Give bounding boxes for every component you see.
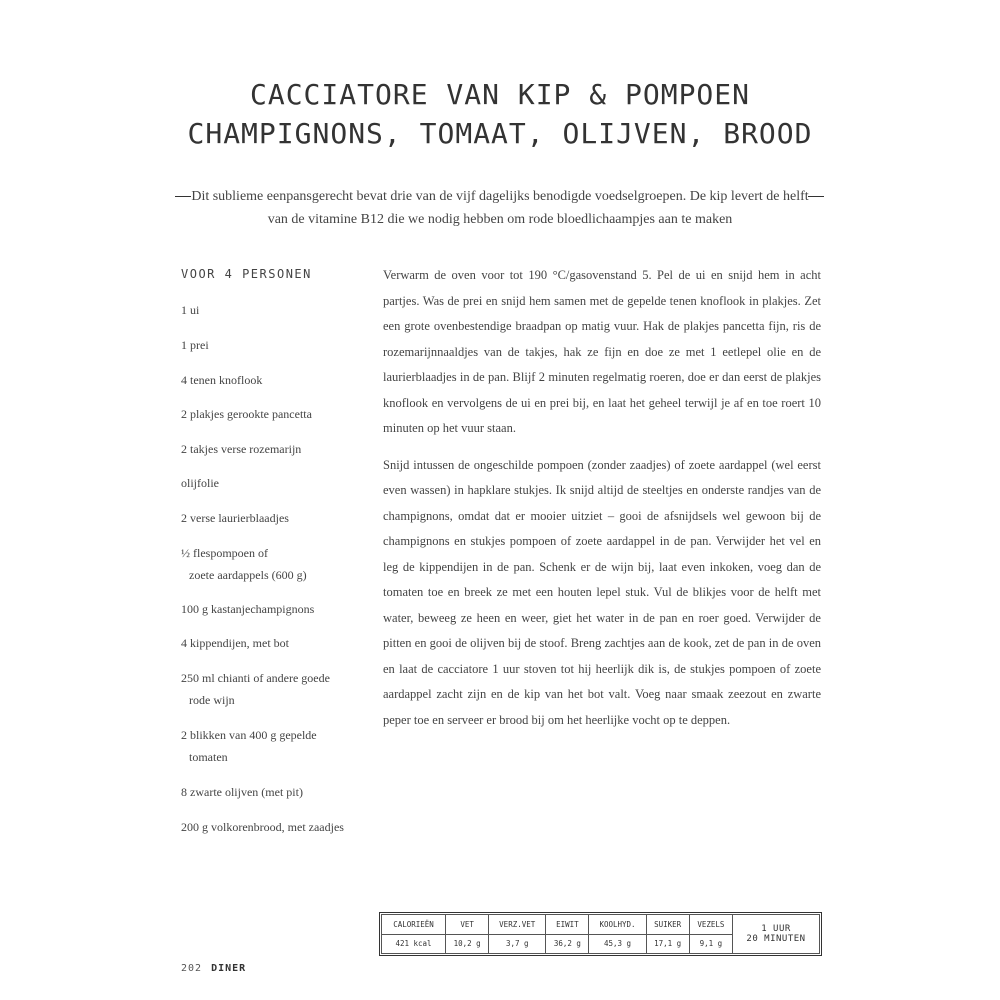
nutrition-value: 45,3 g (589, 934, 646, 954)
nutrition-value: 10,2 g (446, 934, 489, 954)
ingredient-item: 1 ui (181, 303, 200, 317)
ingredient-item: olijfolie (181, 476, 219, 490)
ingredient-item: 2 blikken van 400 g gepelde tomaten (181, 728, 317, 764)
nutrition-value: 421 kcal (382, 934, 446, 954)
cooking-time (733, 915, 820, 954)
ingredient-item: 100 g kastanjechampignons (181, 602, 315, 616)
cooking-time-minutes: 20 MINUTEN (746, 934, 806, 944)
intro-left-dash (175, 196, 191, 197)
ingredient-item: 1 prei (181, 338, 209, 352)
ingredients-heading: VOOR 4 PERSONEN (181, 267, 312, 281)
intro-right-dash (808, 196, 824, 197)
ingredient-item: 4 kippendijen, met bot (181, 636, 289, 650)
nutrition-header: KOOLHYD. (589, 915, 646, 935)
method-paragraph-2: Snijd intussen de ongeschilde pompoen (zonder zaadjes) of zoete aardappel (wel eerst even wassen) in hapklare stukjes. Ik snijd altijd de steeltjes en onderste randjes van de champignons, omdat dat er mooier uitziet – gooi de afsnijdsels wel gewoon bij de champignons en stukjes pompoen of zoete aardappel in de pan. Verwijder het vel en leg de kippendijen in de pan. Schenk er de wijn bij, laat even inkoken, voeg dan de tomaten toe en breek ze met een houten lepel stuk. Vul de blikjes voor de helft met water, beweeg ze heen en weer, giet het water in de pan en roer goed. Verwijder de pitten en gooi de olijven bij de stoof. Breng zachtjes aan de kook, zet de pan in de oven en laat de cacciatore 1 uur stoven tot hij heerlijk dik is, de stukjes pompoen of zoete aardappel zacht zijn en de kip van het bot valt. Voeg naar smaak zeezout en zwarte peper toe en serveer er brood bij om het heerlijke vocht op te deppen. (383, 457, 821, 727)
method-text (383, 263, 821, 744)
ingredient-item: 2 verse laurierblaadjes (181, 511, 289, 525)
nutrition-table (381, 914, 820, 954)
page-footer (181, 963, 246, 974)
nutrition-value: 36,2 g (546, 934, 589, 954)
nutrition-header: SUIKER (646, 915, 689, 935)
ingredient-item: 4 tenen knoflook (181, 373, 263, 387)
nutrition-header: EIWIT (546, 915, 589, 935)
section-name: DINER (211, 963, 247, 974)
method-paragraph-1: Verwarm de oven voor tot 190 °C/gasovenstand 5. Pel de ui en snijd hem in acht partjes. Was de prei en snijd hem samen met de gepelde tenen knoflook in plakjes. Zet een grote ovenbestendige braadpan op matig vuur. Hak de plakjes pancetta fijn, ris de rozemarijnnaaldjes van de takjes, hak ze fijn en doe ze met 1 eetlepel olie en de laurierblaadjes in de pan. Blijf 2 minuten regelmatig roeren, doe er dan eerst de plakjes knoflook en vervolgens de ui en prei bij, en laat het geheel terwijl je af en toe roert 10 minuten op het vuur staan. (383, 268, 821, 435)
ingredient-item: 250 ml chianti of andere goede rode wijn (181, 671, 330, 707)
nutrition-header: VERZ.VET (489, 915, 546, 935)
nutrition-header: VEZELS (689, 915, 732, 935)
nutrition-header: VET (446, 915, 489, 935)
nutrition-header: CALORIEËN (382, 915, 446, 935)
recipe-title-line1: CACCIATORE VAN KIP & POMPOEN (249, 78, 750, 111)
page-number: 202 (181, 963, 203, 974)
nutrition-value: 9,1 g (689, 934, 732, 954)
nutrition-value: 3,7 g (489, 934, 546, 954)
intro-text: Dit sublieme eenpansgerecht bevat drie van de vijf dagelijks benodigde voedselgroepen. De kip levert de helft van de vitamine B12 die we nodig hebben om rode bloedlichaampjes aan te maken (191, 189, 809, 227)
ingredient-item: 8 zwarte olijven (met pit) (181, 785, 303, 799)
recipe-title-line2: CHAMPIGNONS, TOMAAT, OLIJVEN, BROOD (187, 117, 813, 150)
nutrition-value: 17,1 g (646, 934, 689, 954)
ingredient-item: 2 plakjes gerookte pancetta (181, 407, 312, 421)
cooking-time-hours: 1 UUR (761, 924, 791, 934)
ingredient-item: 2 takjes verse rozemarijn (181, 442, 302, 456)
ingredient-item: 200 g volkorenbrood, met zaadjes (181, 820, 344, 834)
ingredient-item: ½ flespompoen of zoete aardappels (600 g) (181, 546, 307, 582)
